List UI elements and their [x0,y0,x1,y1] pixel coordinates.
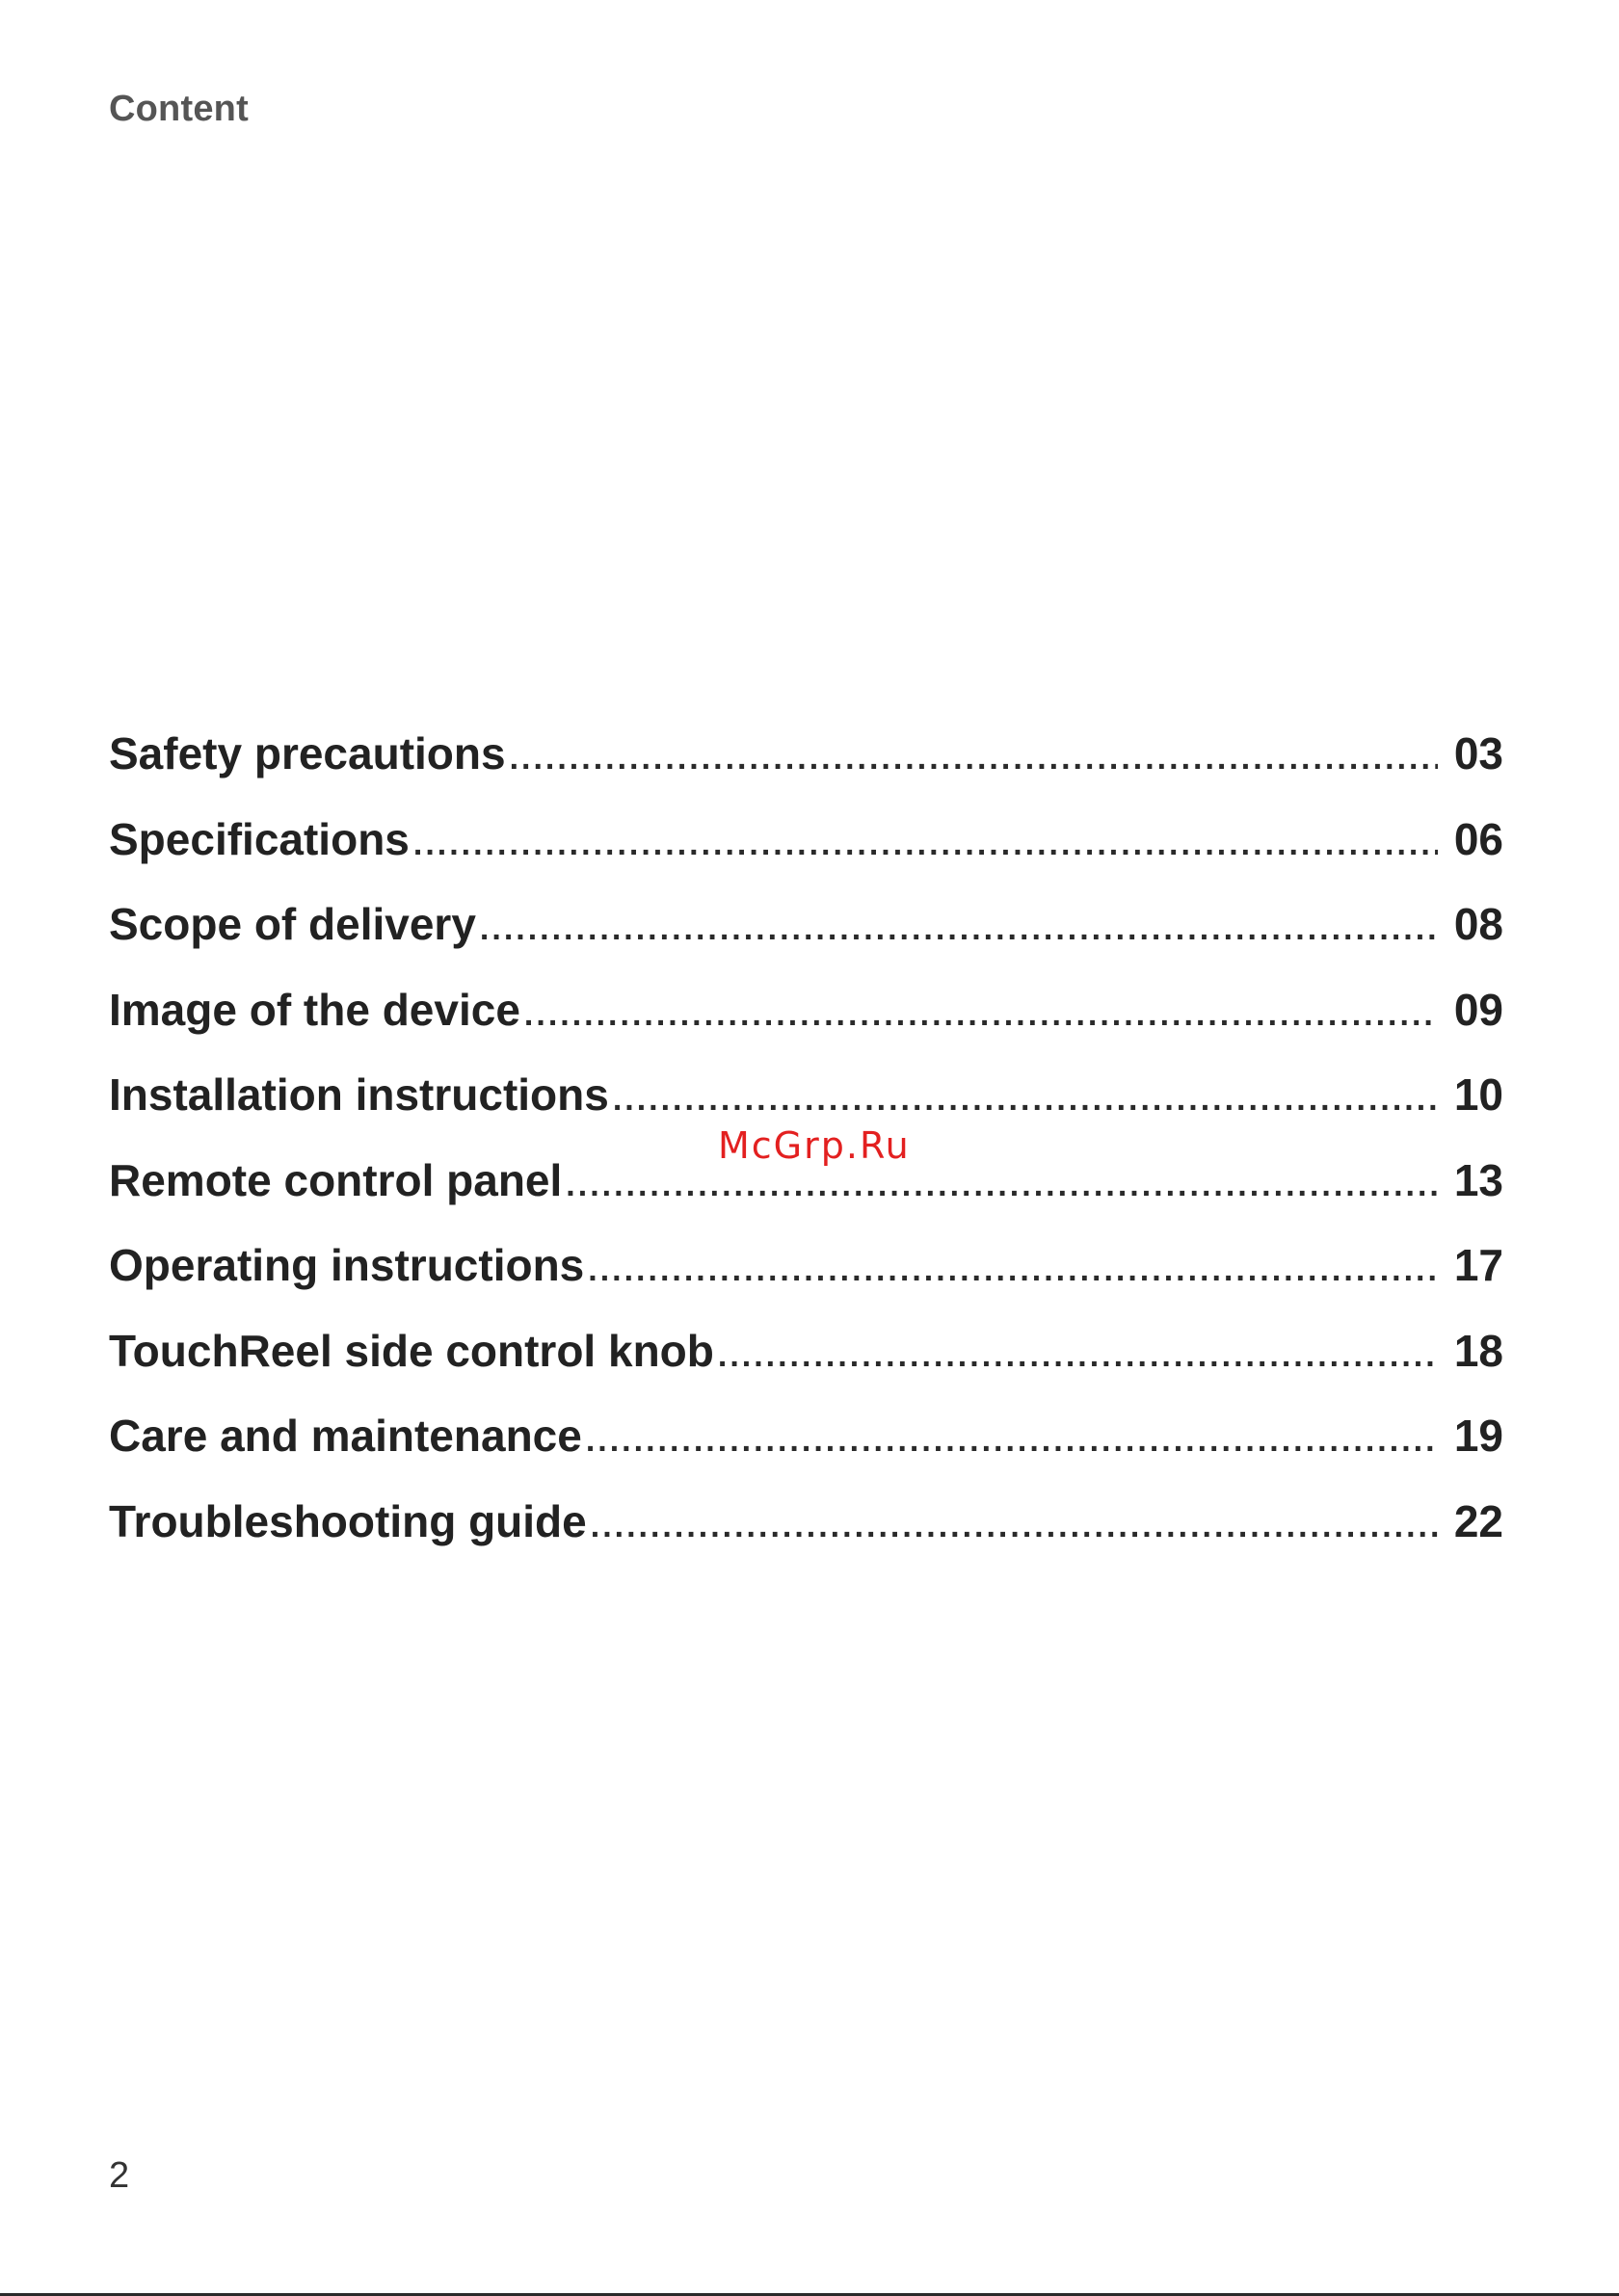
toc-entry-page: 18 [1453,1325,1503,1376]
toc-dot-leader [566,1167,1438,1204]
watermark: McGrp.Ru [718,1124,911,1167]
toc-entry-title: Operating instructions [109,1240,585,1290]
section-heading: Content [109,89,249,129]
toc-entry-title: TouchReel side control knob [109,1325,714,1376]
toc-entry-page: 09 [1453,984,1503,1035]
toc-entry-operating-instructions[interactable] [109,1239,1503,1325]
toc-entry-title: Remote control panel [109,1154,563,1205]
toc-dot-leader [591,1508,1438,1545]
toc-entry-touchreel-side-control-knob[interactable] [109,1325,1503,1411]
toc-entry-title: Installation instructions [109,1069,609,1120]
toc-dot-leader [524,996,1438,1034]
toc-entry-safety-precautions[interactable] [109,727,1503,813]
toc-entry-scope-of-delivery[interactable] [109,898,1503,984]
toc-entry-page: 13 [1453,1154,1503,1205]
toc-entry-page: 08 [1453,899,1503,949]
toc-dot-leader [613,1081,1438,1119]
toc-entry-title: Safety precautions [109,728,506,779]
toc-dot-leader [480,910,1438,948]
toc-dot-leader [586,1422,1438,1460]
toc-dot-leader [718,1337,1438,1375]
toc-entry-specifications[interactable] [109,813,1503,899]
toc-entry-title: Image of the device [109,984,520,1035]
toc-entry-page: 17 [1453,1240,1503,1290]
toc-entry-page: 19 [1453,1411,1503,1461]
toc-entry-troubleshooting-guide[interactable] [109,1495,1503,1581]
toc-entry-page: 10 [1453,1069,1503,1120]
toc-entry-title: Scope of delivery [109,899,476,949]
toc-entry-page: 03 [1453,728,1503,779]
toc-entry-image-of-the-device[interactable] [109,984,1503,1069]
toc-entry-page: 06 [1453,813,1503,864]
toc-dot-leader [588,1252,1438,1289]
toc-entry-care-and-maintenance[interactable] [109,1410,1503,1495]
toc-dot-leader [413,826,1438,863]
page-number: 2 [109,2155,130,2196]
toc-entry-title: Care and maintenance [109,1411,582,1461]
toc-dot-leader [510,740,1438,778]
toc-entry-title: Specifications [109,813,410,864]
toc-entry-title: Troubleshooting guide [109,1495,587,1546]
toc-entry-page: 22 [1453,1495,1503,1546]
